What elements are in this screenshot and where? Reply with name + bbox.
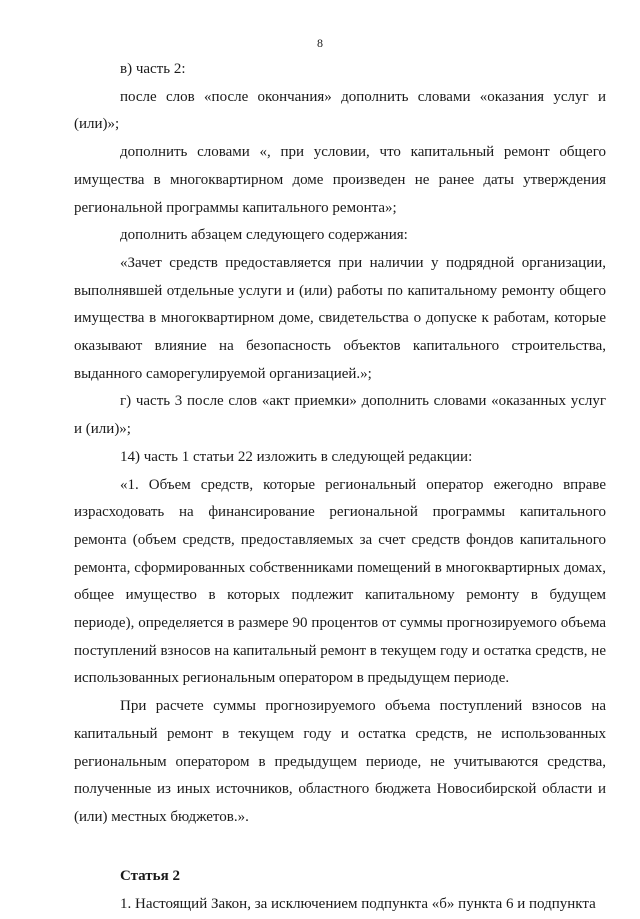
paragraph-7: 14) часть 1 статьи 22 изложить в следующей редакции: <box>120 448 473 465</box>
paragraph-1: в) часть 2: <box>120 61 186 77</box>
paragraph-4: дополнить абзацем следующего содержания: <box>120 227 408 244</box>
article-heading: Статья 2 <box>120 868 180 885</box>
article-paragraph: 1. Настоящий Закон, за исключением подпункта «б» пункта 6 и подпункта <box>120 896 596 913</box>
paragraph-3: дополнить словами «, при условии, что капитальный ремонт общего имущества в многоквартирном доме произведен не ранее даты утверждения региональной программы капитального ремонта»; <box>74 144 606 216</box>
paragraph-8: «1. Объем средств, которые региональный оператор ежегодно вправе израсходовать на финансирование региональной программы капитального ремонта (объем средств, предоставляемых за счет средств фондов капитального ремонта, сформированных собственниками помещений в многоквартирных домах, общее имущество в которых подлежит капитальному ремонту в будущем периоде), определяется в размере 90 процентов от суммы прогнозируемого объема поступлений взносов на капитальный ремонт в текущем году и остатка средств, не использованных региональным оператором в предыдущем периоде. <box>74 476 606 687</box>
paragraph-9: При расчете суммы прогнозируемого объема поступлений взносов на капитальный ремонт в текущем году и остатка средств, не использованных региональным оператором в предыдущем периоде, не учитываются средства, полученные из иных источников, областного бюджета Новосибирской области и (или) местных бюджетов.». <box>74 698 606 825</box>
paragraph-2: после слов «после окончания» дополнить словами «оказания услуг и (или)»; <box>74 88 606 133</box>
document-body <box>74 56 606 919</box>
blank-line <box>74 832 606 860</box>
paragraph-5: «Зачет средств предоставляется при наличии у подрядной организации, выполнявшей отдельные услуги и (или) работы по капитальному ремонту общего имущества в многоквартирном доме, свидетельства о допуске к работам, которые оказывают влияние на безопасность объектов капитального строительства, выданного саморегулируемой организацией.»; <box>74 254 606 382</box>
paragraph-6: г) часть 3 после слов «акт приемки» дополнить словами «оказанных услуг и (или)»; <box>74 393 606 438</box>
page-number: 8 <box>317 36 323 50</box>
